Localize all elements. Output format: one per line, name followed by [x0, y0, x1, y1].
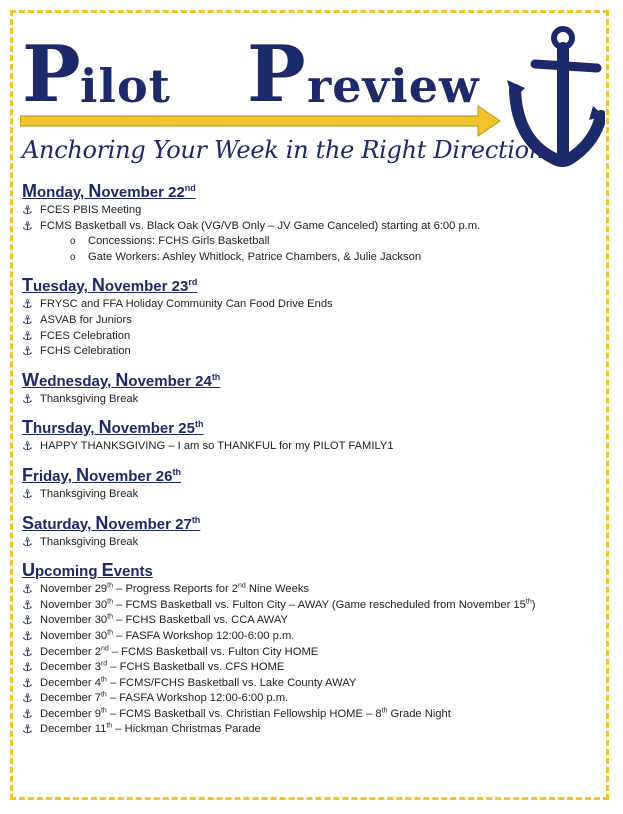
- anchor-bullet-icon: ⚓︎: [22, 597, 33, 612]
- subtitle-tagline: Anchoring Your Week in the Right Direction: [22, 136, 544, 164]
- anchor-bullet-icon: ⚓︎: [22, 660, 33, 675]
- list-item: ⚓︎ November 30th – FASFA Workshop 12:00-6:00 p.m.: [22, 628, 295, 643]
- anchor-bullet-icon: ⚓︎: [22, 203, 33, 217]
- list-item: ⚓︎ FRYSC and FFA Holiday Community Can Food Drive Ends: [22, 297, 333, 312]
- title-word-ilot: ilot: [80, 59, 171, 113]
- list-item: ⚓︎ December 9th – FCMS Basketball vs. Christian Fellowship HOME – 8th Grade Night: [22, 706, 451, 721]
- list-item: ⚓︎ November 30th – FCMS Basketball vs. Fulton City – AWAY (Game rescheduled from November 15th): [22, 597, 536, 612]
- anchor-bullet-icon: ⚓︎: [22, 486, 33, 501]
- week-schedule: [22, 182, 602, 749]
- list-item: ⚓︎ November 29th – Progress Reports for 2nd Nine Weeks: [22, 582, 310, 597]
- day-section-thursday: [22, 418, 602, 455]
- anchor-bullet-icon: ⚓︎: [22, 312, 33, 327]
- list-item: ⚓︎ ASVAB for Juniors: [22, 312, 132, 327]
- list-item: ⚓︎ Thanksgiving Break: [22, 534, 139, 549]
- anchor-bullet-icon: ⚓︎: [22, 691, 33, 706]
- gold-arrow-icon: [20, 104, 504, 138]
- day-heading-wednesday: Wednesday, November 24th: [22, 369, 221, 390]
- sub-list-item: o Concessions: FCHS Girls Basketball: [70, 234, 602, 250]
- list-item: ⚓︎ December 11th – Hickman Christmas Parade: [22, 722, 261, 737]
- upcoming-events-section: [22, 561, 602, 738]
- anchor-bullet-icon: ⚓︎: [22, 644, 33, 659]
- list-item: ⚓︎ Thanksgiving Break: [22, 391, 139, 406]
- anchor-bullet-icon: ⚓︎: [22, 534, 33, 549]
- list-item: ⚓︎ Thanksgiving Break: [22, 486, 139, 501]
- day-section-monday: [22, 182, 602, 265]
- anchor-bullet-icon: ⚓︎: [22, 613, 33, 628]
- list-item: ⚓︎ December 2nd – FCMS Basketball vs. Fulton City HOME: [22, 644, 319, 659]
- list-item: ⚓︎ December 7th – FASFA Workshop 12:00-6:00 p.m.: [22, 691, 289, 706]
- day-heading-tuesday: Tuesday, November 23rd: [22, 275, 198, 296]
- day-heading-friday: Friday, November 26th: [22, 464, 181, 485]
- list-item: ⚓︎ FCMS Basketball vs. Black Oak (VG/VB Only – JV Game Canceled) starting at 6:00 p.m.: [22, 218, 481, 233]
- title-word-review: review: [307, 59, 480, 113]
- list-item: ⚓︎ December 4th – FCMS/FCHS Basketball vs. Lake County AWAY: [22, 675, 357, 690]
- list-item: ⚓︎ November 30th – FCHS Basketball vs. CCA AWAY: [22, 613, 288, 628]
- list-item: ⚓︎ FCES PBIS Meeting: [22, 203, 142, 217]
- anchor-bullet-icon: ⚓︎: [22, 628, 33, 643]
- day-heading-saturday: Saturday, November 27th: [22, 512, 201, 533]
- anchor-bullet-icon: ⚓︎: [22, 439, 33, 454]
- day-section-friday: [22, 466, 602, 503]
- anchor-bullet-icon: ⚓︎: [22, 344, 33, 359]
- anchor-bullet-icon: ⚓︎: [22, 582, 33, 597]
- list-item: ⚓︎ FCHS Celebration: [22, 344, 131, 359]
- day-section-saturday: [22, 514, 602, 551]
- day-heading-thursday: Thursday, November 25th: [22, 417, 204, 438]
- list-item: ⚓︎ HAPPY THANKSGIVING – I am so THANKFUL for my PILOT FAMILY1: [22, 439, 394, 454]
- anchor-bullet-icon: ⚓︎: [22, 722, 33, 737]
- anchor-bullet-icon: ⚓︎: [22, 218, 33, 233]
- day-heading-monday: Monday, November 22nd: [22, 181, 196, 201]
- day-section-tuesday: [22, 276, 602, 359]
- day-section-wednesday: [22, 371, 602, 408]
- title-initial-p1: P: [22, 29, 81, 120]
- anchor-bullet-icon: ⚓︎: [22, 328, 33, 343]
- upcoming-events-heading: Upcoming Events: [22, 560, 153, 581]
- sub-list-item: o Gate Workers: Ashley Whitlock, Patrice Chambers, & Julie Jackson: [70, 250, 602, 266]
- list-item: ⚓︎ FCES Celebration: [22, 328, 131, 343]
- title-initial-p2: P: [247, 29, 306, 120]
- anchor-bullet-icon: ⚓︎: [22, 706, 33, 721]
- anchor-bullet-icon: ⚓︎: [22, 297, 33, 312]
- anchor-bullet-icon: ⚓︎: [22, 675, 33, 690]
- list-item: ⚓︎ December 3rd – FCHS Basketball vs. CFS HOME: [22, 660, 285, 675]
- anchor-bullet-icon: ⚓︎: [22, 391, 33, 406]
